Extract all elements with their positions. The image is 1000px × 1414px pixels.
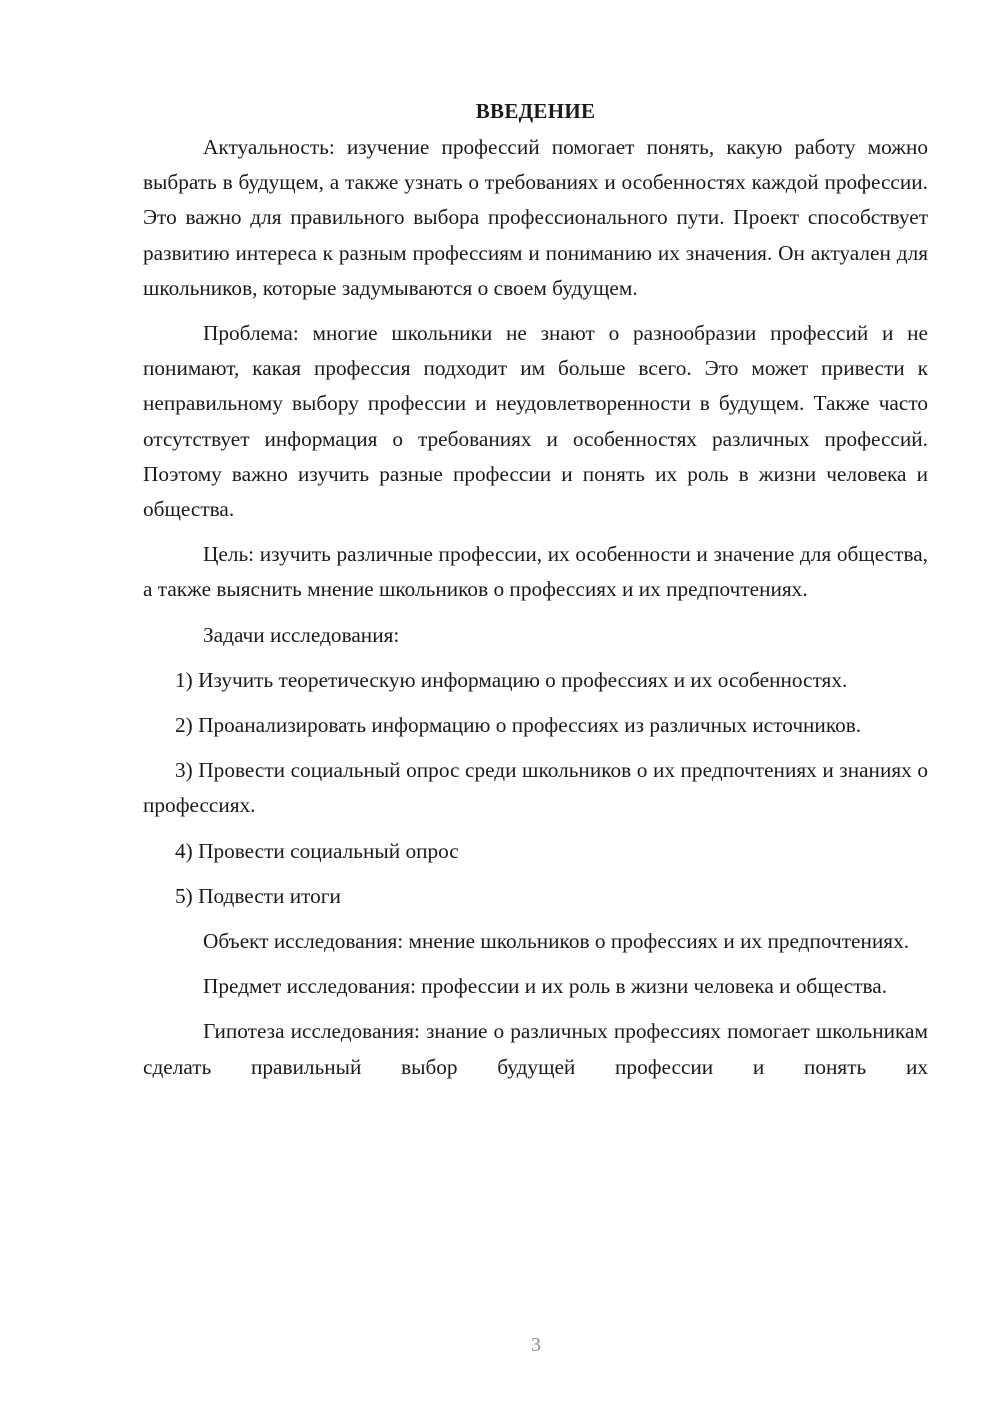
paragraph-relevance: Актуальность: изучение профессий помогает понять, какую работу можно выбрать в будущем, а также узнать о требованиях и особенностях каждой профессии. Это важно для правильного выбора профессионального пути. Проект способствует развитию интереса к разным профессиям и пониманию их значения. Он актуален для школьников, которые задумываются о своем будущем. [143, 135, 928, 300]
tasks-title: Задачи исследования: [203, 622, 400, 647]
section-heading: ВВЕДЕНИЕ [475, 99, 596, 123]
paragraph-hypothesis: Гипотеза исследования: знание о различных профессиях помогает школьникам сделать правильный выбор будущей профессии и понять их [143, 1019, 928, 1079]
list-item: 4) Провести социальный опрос [175, 838, 459, 863]
paragraph-subject: Предмет исследования: профессии и их роль в жизни человека и общества. [203, 974, 888, 999]
page-number: 3 [531, 1334, 541, 1356]
list-item: 1) Изучить теоретическую информацию о профессиях и их особенностях. [175, 667, 848, 692]
paragraph-problem: Проблема: многие школьники не знают о разнообразии профессий и не понимают, какая профессия подходит им больше всего. Это может привести к неправильному выбору профессии и неудовлетворенности в будущем. Также часто отсутствует информация о требованиях и особенностях различных профессий. Поэтому важно изучить разные профессии и понять их роль в жизни человека и общества. [143, 321, 928, 522]
list-item: 3) Провести социальный опрос среди школьников о их предпочтениях и знаниях о профессиях. [143, 758, 928, 818]
list-item: 2) Проанализировать информацию о профессиях из различных источников. [175, 713, 862, 738]
paragraph-goal: Цель: изучить различные профессии, их особенности и значение для общества, а также выяснить мнение школьников о профессиях и их предпочтениях. [143, 542, 928, 602]
paragraph-object: Объект исследования: мнение школьников о профессиях и их предпочтениях. [203, 929, 910, 954]
list-item: 5) Подвести итоги [175, 883, 341, 908]
tasks-list [143, 663, 928, 914]
page-content [143, 95, 928, 1085]
